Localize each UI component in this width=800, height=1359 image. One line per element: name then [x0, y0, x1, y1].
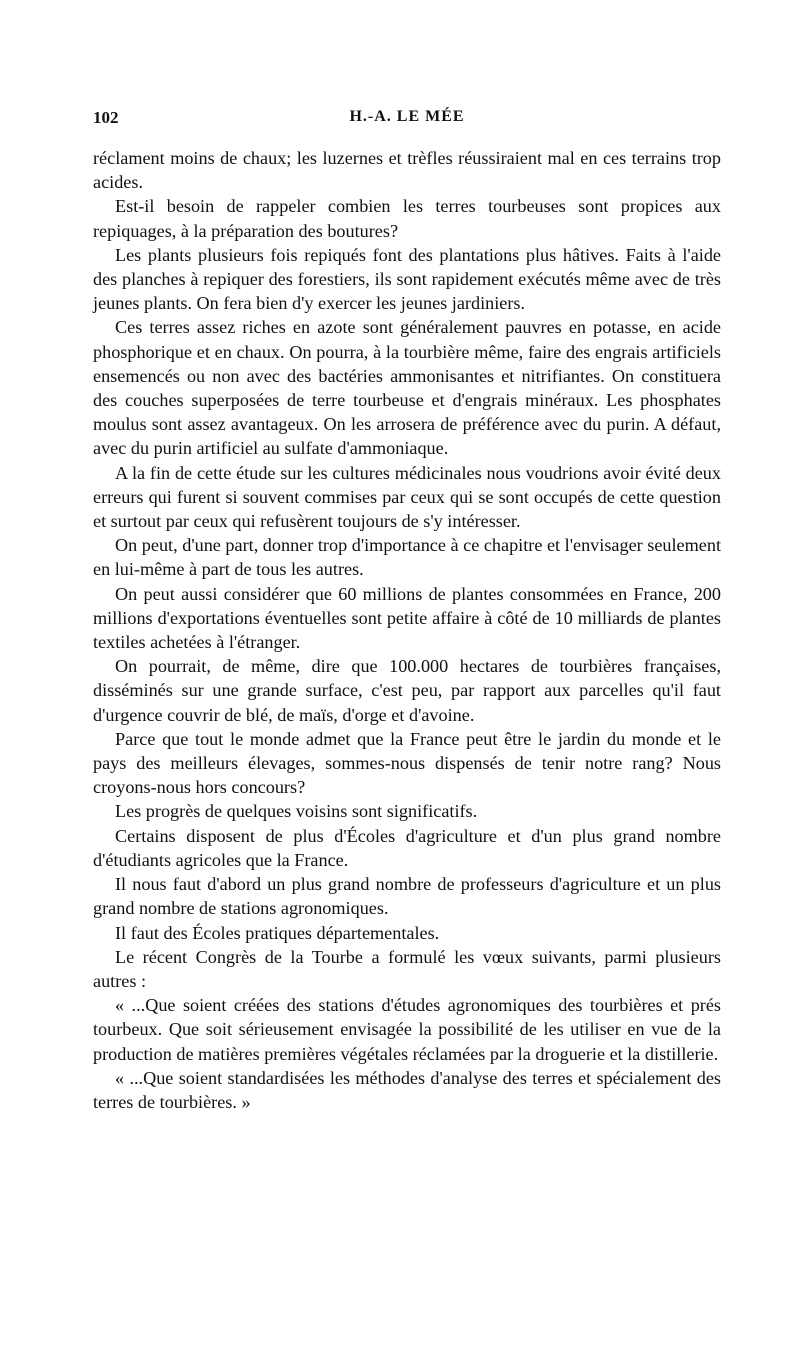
paragraph: Il nous faut d'abord un plus grand nombre de professeurs d'agriculture et un plus grand nombre de stations agronomiques.: [93, 874, 721, 919]
body-text: [93, 146, 721, 1114]
paragraph: Les plants plusieurs fois repiqués font des plantations plus hâtives. Faits à l'aide des planches à repiquer des forestiers, ils sont rapidement exécutés même avec de très jeunes plants. On fera bien d'y exercer les jeunes jardiniers.: [93, 244, 721, 314]
paragraph: Parce que tout le monde admet que la France peut être le jardin du monde et le pays des meilleurs élevages, sommes-nous dispensés de tenir notre rang? Nous croyons-nous hors concours?: [93, 728, 721, 798]
paragraph: A la fin de cette étude sur les cultures médicinales nous voudrions avoir évité deux erreurs qui furent si souvent commises par ceux qui se sont occupés de cette question et surtout par ceux qui refusèrent toujours de s'y intéresser.: [93, 462, 721, 532]
paragraph: Est-il besoin de rappeler combien les terres tourbeuses sont propices aux repiquages, à la préparation des boutures?: [93, 196, 721, 241]
header-title: H.-A. LE MÉE: [349, 108, 465, 125]
paragraph: On peut, d'une part, donner trop d'importance à ce chapitre et l'envisager seulement en lui-même à part de tous les autres.: [93, 535, 721, 580]
quote-paragraph: « ...Que soient créées des stations d'études agronomiques des tourbières et prés tourbeux. Que soit sérieusement envisagée la possibilité de les utiliser en vue de la production de matières premières végétales réclamées par la droguerie et la distillerie.: [93, 995, 721, 1064]
running-head: [93, 108, 721, 132]
paragraph: Les progrès de quelques voisins sont significatifs.: [115, 801, 478, 822]
paragraph: On peut aussi considérer que 60 millions de plantes consommées en France, 200 millions d'exportations éventuelles sont petite affaire à côté de 10 milliards de plantes textiles achetées à l'étranger.: [93, 583, 721, 653]
paragraph: Le récent Congrès de la Tourbe a formulé les vœux suivants, parmi plusieurs autres :: [93, 946, 721, 991]
paragraph: réclament moins de chaux; les luzernes et trèfles réussiraient mal en ces terrains trop acides.: [93, 148, 721, 193]
paragraph: Ces terres assez riches en azote sont généralement pauvres en potasse, en acide phosphorique et en chaux. On pourra, à la tourbière même, faire des engrais artificiels ensemencés ou non avec des bactéries ammonisantes et nitrifiantes. On constituera des couches superposées de terre tourbeuse et d'engrais minéraux. Les phosphates moulus sont assez avantageux. On les arrosera de préférence avec du purin. A défaut, avec du purin artificiel au sulfate d'ammoniaque.: [93, 317, 721, 459]
paragraph: On pourrait, de même, dire que 100.000 hectares de tourbières françaises, disséminés sur une grande surface, c'est peu, par rapport aux parcelles qu'il faut d'urgence couvrir de blé, de maïs, d'orge et d'avoine.: [93, 656, 721, 725]
paragraph: Certains disposent de plus d'Écoles d'agriculture et d'un plus grand nombre d'étudiants agricoles que la France.: [93, 825, 721, 870]
quote-paragraph: « ...Que soient standardisées les méthodes d'analyse des terres et spécialement des terres de tourbières. »: [93, 1067, 721, 1112]
page-number: 102: [93, 108, 119, 127]
paragraph: Il faut des Écoles pratiques départementales.: [115, 922, 440, 943]
